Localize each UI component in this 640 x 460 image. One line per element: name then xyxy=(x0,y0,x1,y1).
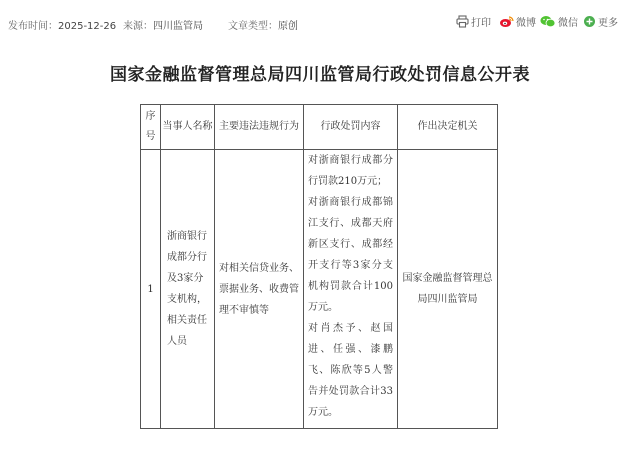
cell-party: 浙商银行成都分行及3家分支机构，相关责任人员 xyxy=(161,150,215,429)
wechat-label: 微信 xyxy=(558,18,578,29)
plus-circle-icon xyxy=(583,15,596,28)
cell-violation: 对相关信贷业务、票据业务、收费管理不审慎等 xyxy=(215,150,304,429)
more-share-button[interactable] xyxy=(583,14,618,29)
table-row xyxy=(141,150,498,429)
cell-authority: 国家金融监督管理总局四川监管局 xyxy=(398,150,498,429)
wechat-share-button[interactable] xyxy=(540,14,578,29)
action-line-2: 对浙商银行成都锦江支行、成都天府新区支行、成都经开支行等3家分支机构罚款合计100万元。 xyxy=(308,197,393,313)
more-label: 更多 xyxy=(598,18,618,29)
publish-time: 发布时间：2025-12-26 xyxy=(8,21,117,32)
header-party: 当事人名称 xyxy=(161,105,215,150)
header-seq: 序号 xyxy=(141,105,161,150)
article-type: 文章类型：原创 xyxy=(228,21,298,32)
article-source: 来源：四川监管局 xyxy=(123,21,203,32)
print-button[interactable] xyxy=(456,14,491,29)
cell-action xyxy=(304,150,398,429)
page-title: 国家金融监督管理总局四川监管局行政处罚信息公开表 xyxy=(110,65,530,85)
penalty-table xyxy=(140,104,498,429)
wechat-icon xyxy=(540,15,556,28)
header-violation: 主要违法违规行为 xyxy=(215,105,304,150)
weibo-icon xyxy=(499,15,514,28)
header-action: 行政处罚内容 xyxy=(304,105,398,150)
action-line-1: 对浙商银行成都分行罚款210万元； xyxy=(308,155,393,187)
action-line-3: 对肖杰予、赵国进、任强、漆鹏飞、陈欣等5人警告并处罚款合计33万元。 xyxy=(308,323,393,418)
weibo-share-button[interactable] xyxy=(499,14,536,29)
cell-seq: 1 xyxy=(141,150,161,429)
table-header-row xyxy=(141,105,498,150)
article-meta-bar xyxy=(0,0,640,44)
printer-icon xyxy=(456,15,469,28)
print-label: 打印 xyxy=(471,18,491,29)
weibo-label: 微博 xyxy=(516,18,536,29)
header-authority: 作出决定机关 xyxy=(398,105,498,150)
